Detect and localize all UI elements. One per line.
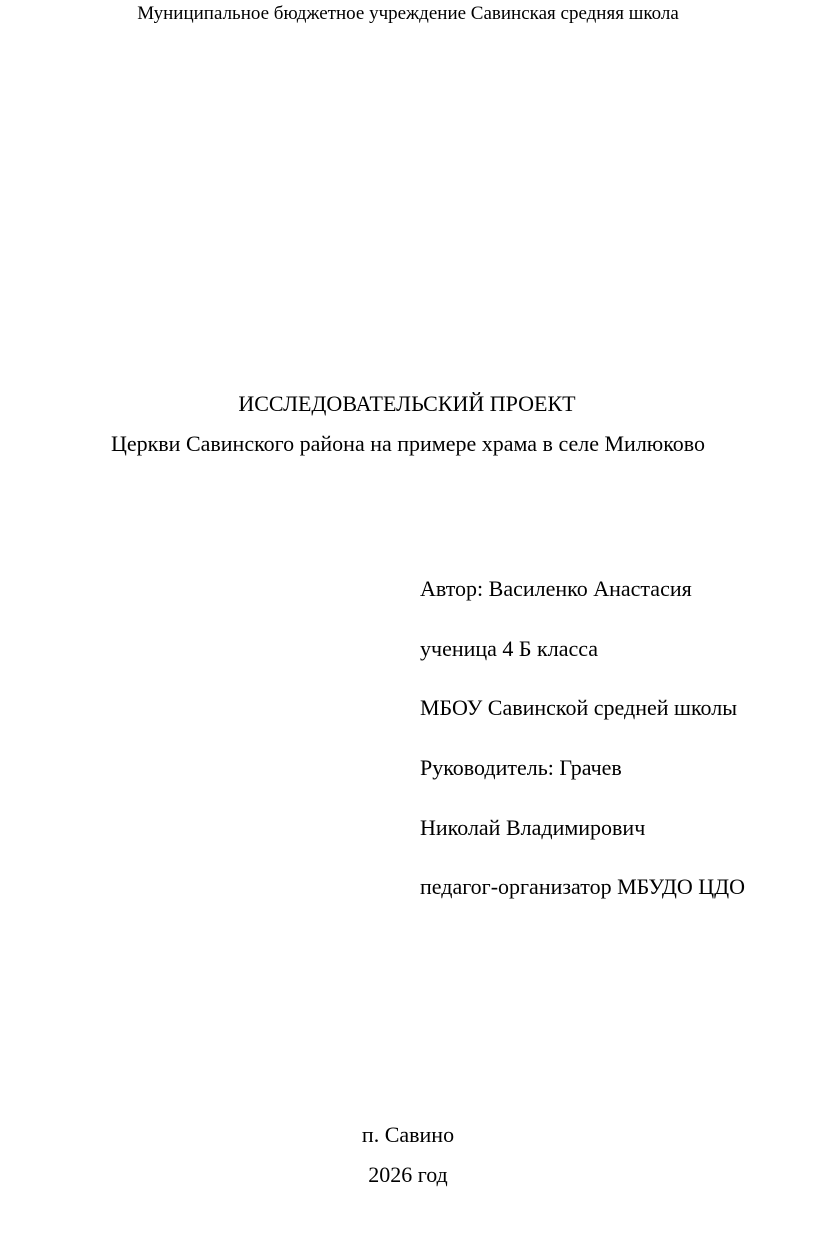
publication-year: 2026 год [368,1162,448,1187]
supervisor-position: педагог-организатор МБУДО ЦДО [420,874,746,899]
project-type-title: ИССЛЕДОВАТЕЛЬСКИЙ ПРОЕКТ [238,391,576,416]
project-topic-title: Церкви Савинского района на примере храма в селе Милюково [110,431,706,456]
author-name: Автор: Василенко Анастасия [420,576,692,601]
supervisor-name: Николай Владимирович [420,815,646,840]
place-of-publication: п. Савино [361,1122,455,1147]
author-grade: ученица 4 Б класса [420,636,599,661]
institution-header: Муниципальное бюджетное учреждение Савинская средняя школа [137,3,679,24]
author-school: МБОУ Савинской средней школы [420,695,737,720]
supervisor-label: Руководитель: Грачев [420,755,622,780]
